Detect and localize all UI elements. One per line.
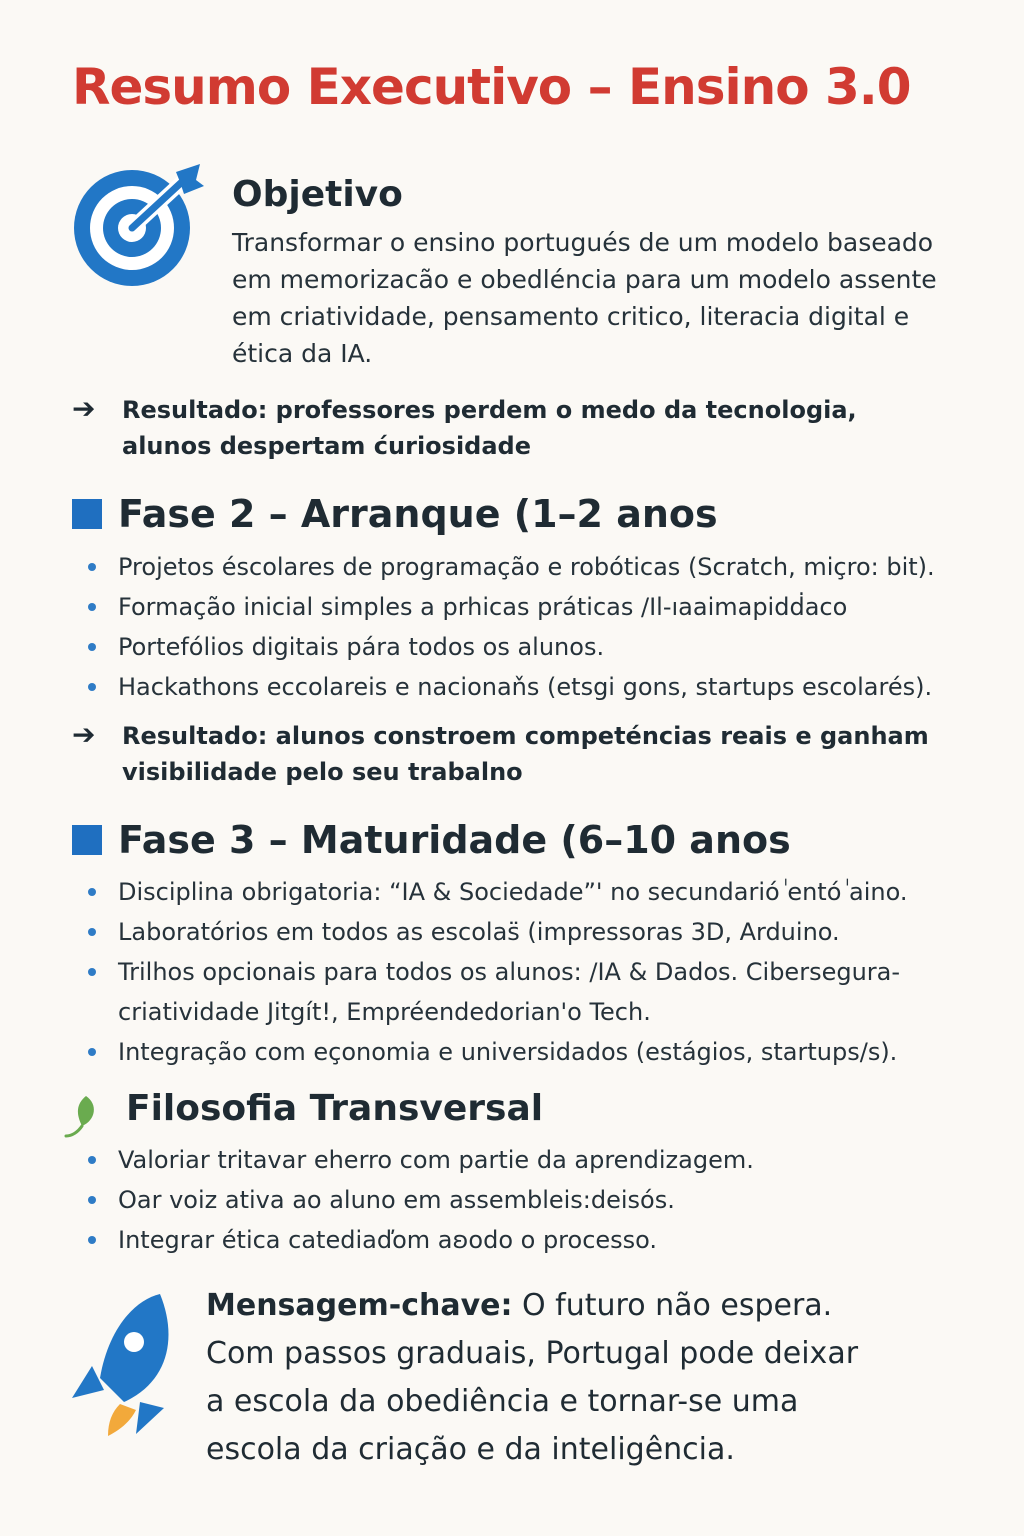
arrow-right-icon: ➔: [72, 718, 96, 751]
fase3-header: [72, 818, 791, 862]
list-item: Portefólios digitais pára todos os alunos.: [72, 627, 935, 667]
objetivo-line: em criatividade, pensamento critico, literacia digital e: [232, 302, 910, 331]
objetivo-text: [232, 224, 992, 372]
list-item: Formação inicial simples a prhicas práticas /Il-ıaaimapidḋaco: [72, 587, 935, 627]
list-item: Projetos éscolares de programação e robóticas (Scratch, miçro: bit).: [72, 547, 935, 587]
mensagem-line: [206, 1282, 1006, 1330]
list-item: Oar voiz ativa ao aluno em assembleis:deisós.: [72, 1180, 754, 1220]
objetivo-result: [72, 392, 972, 464]
mensagem-chave: [206, 1282, 1006, 1474]
leaf-icon: [64, 1092, 104, 1140]
square-marker-icon: [72, 825, 102, 855]
target-icon: [72, 160, 212, 286]
square-marker-icon: [72, 499, 102, 529]
result-line: alunos despertam ćuriosidade: [122, 432, 531, 460]
list-item: Integração com eçonomia e universidados (estágios, startups/s).: [72, 1032, 908, 1072]
filosofia-heading: Filosofia Transversal: [126, 1088, 544, 1129]
list-item: Hackathons eccolareis e nacionaňs (etsgi gons, startups escolarés).: [72, 667, 935, 707]
list-item: Valoriar tritavar eherro com partie da aprendizagem.: [72, 1140, 754, 1180]
fase2-heading: Fase 2 – Arranque (1–2 anos: [118, 492, 718, 536]
fase3-list: [72, 872, 908, 1072]
list-item: Laboratórios em todos as escolas̈ (impressoras 3D, Arduino.: [72, 912, 908, 952]
objetivo-line: em memorizacão e obedléncia para um modelo assente: [232, 265, 937, 294]
rocket-icon: [64, 1290, 174, 1440]
mensagem-first-rest: O futuro não espera.: [512, 1288, 833, 1323]
list-item: Disciplina obrigatoria: “IA & Sociedade”' no secundarióٰ entóٰ aino.: [72, 872, 908, 912]
list-item: Integrar ética catediaďom aʚodo o processo.: [72, 1220, 754, 1260]
result-line: visibilidade pelo seu trabalno: [122, 758, 523, 786]
page-title: Resumo Executivo – Ensino 3.0: [72, 58, 911, 116]
result-line: Resultado: alunos constroem competéncias reais e ganham: [122, 722, 929, 750]
objetivo-heading: Objetivo: [232, 174, 403, 215]
mensagem-line: a escola da obediência e tornar-se uma: [206, 1384, 799, 1419]
list-item: Trilhos opcionais para todos os alunos: /IA & Dados. Cibersegura-: [72, 952, 908, 992]
mensagem-line: Com passos graduais, Portugal pode deixar: [206, 1336, 859, 1371]
arrow-right-icon: ➔: [72, 392, 96, 425]
objetivo-line: Transformar o ensino portugués de um modelo baseado: [232, 228, 934, 257]
list-item-continuation: criatividade Jitgít!, Empréendedorian'o Tech.: [118, 998, 651, 1026]
mensagem-lead: Mensagem-chave:: [206, 1288, 513, 1323]
objetivo-line: ética da IA.: [232, 339, 373, 368]
result-line: Resultado: professores perdem o medo da tecnologia,: [122, 396, 857, 424]
mensagem-line: escola da criação e da inteligência.: [206, 1432, 735, 1467]
fase2-list: [72, 547, 935, 707]
filosofia-list: [72, 1140, 754, 1260]
fase2-result: [72, 718, 972, 790]
fase3-heading: Fase 3 – Maturidade (6–10 anos: [118, 818, 791, 862]
fase2-header: [72, 492, 718, 536]
